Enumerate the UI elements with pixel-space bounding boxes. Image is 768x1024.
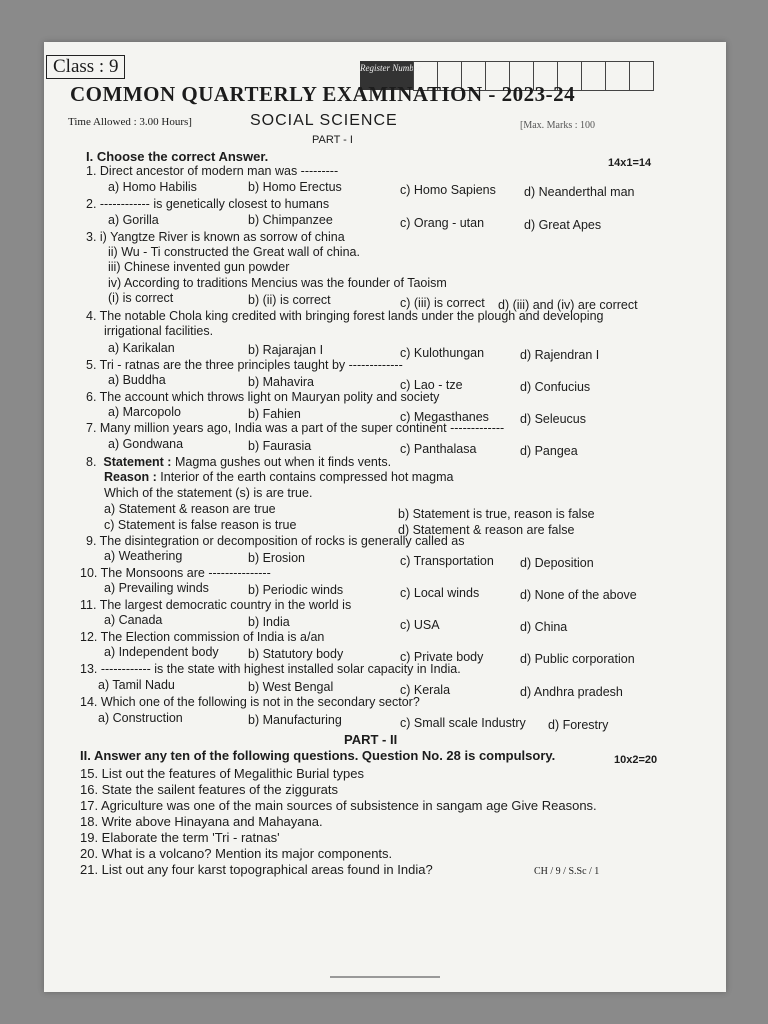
- register-digit-box: [629, 61, 654, 91]
- q8-option-c: c) Statement is false reason is true: [104, 518, 297, 532]
- q2-option-c: c) Orang - utan: [400, 216, 485, 230]
- q3-option-c: c) (iii) is correct: [400, 296, 485, 310]
- q1-option-b: b) Homo Erectus: [248, 180, 342, 194]
- q5-option-c: c) Lao - tze: [400, 378, 463, 392]
- q7-option-b: b) Faurasia: [248, 439, 312, 453]
- question-15: 15. List out the features of Megalithic Burial types: [80, 766, 364, 781]
- q5-option-a: a) Buddha: [108, 373, 166, 387]
- question-12: 12. The Election commission of India is a/an: [80, 630, 325, 644]
- question-21: 21. List out any four karst topographical areas found in India?: [80, 862, 433, 877]
- q1-option-a: a) Homo Habilis: [108, 180, 197, 194]
- time-allowed: Time Allowed : 3.00 Hours]: [68, 116, 192, 128]
- q10-option-c: c) Local winds: [400, 586, 480, 600]
- q13-option-d: d) Andhra pradesh: [520, 685, 623, 699]
- question-19: 19. Elaborate the term 'Tri - ratnas': [80, 830, 280, 845]
- q8-number: 8.: [86, 455, 97, 469]
- q12-option-c: c) Private body: [400, 650, 484, 664]
- q4-option-a: a) Karikalan: [108, 341, 175, 355]
- q11-option-d: d) China: [520, 620, 568, 634]
- q3-statement-iii: iii) Chinese invented gun powder: [108, 260, 290, 274]
- question-5: 5. Tri - ratnas are the three principles taught by -------------: [86, 358, 403, 372]
- q11-option-b: b) India: [248, 615, 290, 629]
- q7-option-a: a) Gondwana: [108, 437, 184, 451]
- register-digit-box: [581, 61, 606, 91]
- q9-option-c: c) Transportation: [400, 554, 494, 568]
- q7-option-d: d) Pangea: [520, 444, 578, 458]
- q9-option-a: a) Weathering: [104, 549, 183, 563]
- q8-reason: Interior of the earth contains compressed hot magma: [160, 470, 454, 484]
- question-13: 13. ------------ is the state with highest installed solar capacity in India.: [80, 662, 461, 676]
- question-10: 10. The Monsoons are ---------------: [80, 566, 271, 580]
- q3-statement-ii: ii) Wu - Ti constructed the Great wall of china.: [108, 245, 360, 259]
- question-16: 16. State the sailent features of the ziggurats: [80, 782, 338, 797]
- q8-option-b: b) Statement is true, reason is false: [398, 507, 595, 521]
- q12-option-b: b) Statutory body: [248, 647, 344, 661]
- q4-option-b: b) Rajarajan I: [248, 343, 324, 357]
- q6-option-d: d) Seleucus: [520, 412, 587, 426]
- q8-statement: Magma gushes out when it finds vents.: [174, 455, 392, 469]
- q10-option-a: a) Prevailing winds: [104, 581, 209, 595]
- exam-title: COMMON QUARTERLY EXAMINATION - 2023-24: [70, 82, 576, 106]
- q2-option-d: d) Great Apes: [524, 218, 602, 232]
- part-one-heading: PART - I: [312, 134, 353, 146]
- q8-which: Which of the statement (s) is are true.: [104, 486, 313, 500]
- q3-option-b: b) (ii) is correct: [248, 293, 331, 307]
- question-8: [86, 455, 391, 470]
- question-1: 1. Direct ancestor of modern man was ---------: [86, 164, 339, 178]
- q3-statement-iv: iv) According to traditions Mencius was the founder of Taoism: [108, 276, 447, 290]
- q13-option-a: a) Tamil Nadu: [98, 678, 175, 692]
- page-edge-mark: [330, 976, 440, 978]
- q10-option-b: b) Periodic winds: [248, 583, 344, 597]
- question-14: 14. Which one of the following is not in the secondary sector?: [80, 695, 420, 709]
- class-label: Class : 9: [46, 55, 125, 79]
- q2-option-a: a) Gorilla: [108, 213, 159, 227]
- q13-option-b: b) West Bengal: [248, 680, 334, 694]
- question-4: 4. The notable Chola king credited with bringing forest lands under the plough and developing: [86, 309, 604, 323]
- q14-option-a: a) Construction: [98, 711, 183, 725]
- part-two-heading: PART - II: [344, 732, 398, 747]
- section-one-marks: 14x1=14: [608, 157, 652, 169]
- q12-option-a: a) Independent body: [104, 645, 219, 659]
- q1-option-d: d) Neanderthal man: [524, 185, 635, 199]
- question-4-cont: irrigational facilities.: [104, 324, 214, 338]
- register-digit-box: [605, 61, 630, 91]
- q1-option-c: c) Homo Sapiens: [400, 183, 496, 197]
- subject-title: SOCIAL SCIENCE: [250, 112, 398, 129]
- q8-reason-label: Reason :: [104, 470, 157, 484]
- question-6: 6. The account which throws light on Mauryan polity and society: [86, 390, 440, 404]
- question-11: 11. The largest democratic country in the world is: [80, 598, 352, 612]
- q10-option-d: d) None of the above: [520, 588, 637, 602]
- q14-option-c: c) Small scale Industry: [400, 716, 526, 730]
- q4-option-d: d) Rajendran I: [520, 348, 600, 362]
- q13-option-c: c) Kerala: [400, 683, 451, 697]
- q6-option-a: a) Marcopolo: [108, 405, 181, 419]
- register-number-label: Register Number: [360, 61, 414, 90]
- q7-option-c: c) Panthalasa: [400, 442, 477, 456]
- question-7: 7. Many million years ago, India was a part of the super continent -------------: [86, 421, 505, 435]
- q5-option-d: d) Confucius: [520, 380, 591, 394]
- part-two-instruction: II. Answer any ten of the following questions. Question No. 28 is compulsory.: [80, 748, 556, 763]
- q8-statement-label: Statement :: [103, 455, 172, 469]
- q9-option-b: b) Erosion: [248, 551, 305, 565]
- q14-option-d: d) Forestry: [548, 718, 609, 732]
- section-one-heading: I. Choose the correct Answer.: [86, 149, 269, 164]
- q11-option-c: c) USA: [400, 618, 440, 632]
- page-code: CH / 9 / S.Sc / 1: [534, 866, 600, 877]
- q3-option-d: d) (iii) and (iv) are correct: [498, 298, 638, 312]
- question-20: 20. What is a volcano? Mention its major components.: [80, 846, 393, 861]
- max-marks: [Max. Marks : 100: [520, 120, 595, 131]
- q3-statement-i: 3. i) Yangtze River is known as sorrow of china: [86, 230, 345, 244]
- q9-option-d: d) Deposition: [520, 556, 594, 570]
- question-17: 17. Agriculture was one of the main sources of subsistence in sangam age Give Reasons.: [80, 798, 597, 813]
- part-two-marks: 10x2=20: [614, 754, 658, 766]
- question-2: 2. ------------ is genetically closest to humans: [86, 197, 330, 211]
- q6-option-c: c) Megasthanes: [400, 410, 489, 424]
- q11-option-a: a) Canada: [104, 613, 163, 627]
- q3-option-a: (i) is correct: [108, 291, 174, 305]
- q2-option-b: b) Chimpanzee: [248, 213, 333, 227]
- q14-option-b: b) Manufacturing: [248, 713, 342, 727]
- q8-option-d: d) Statement & reason are false: [398, 523, 575, 537]
- q6-option-b: b) Fahien: [248, 407, 301, 421]
- q8-reason-line: [104, 470, 454, 485]
- q8-option-a: a) Statement & reason are true: [104, 502, 276, 516]
- q12-option-d: d) Public corporation: [520, 652, 635, 666]
- q4-option-c: c) Kulothungan: [400, 346, 485, 360]
- question-18: 18. Write above Hinayana and Mahayana.: [80, 814, 323, 829]
- q5-option-b: b) Mahavira: [248, 375, 314, 389]
- question-9: 9. The disintegration or decomposition of rocks is generally called as: [86, 534, 465, 548]
